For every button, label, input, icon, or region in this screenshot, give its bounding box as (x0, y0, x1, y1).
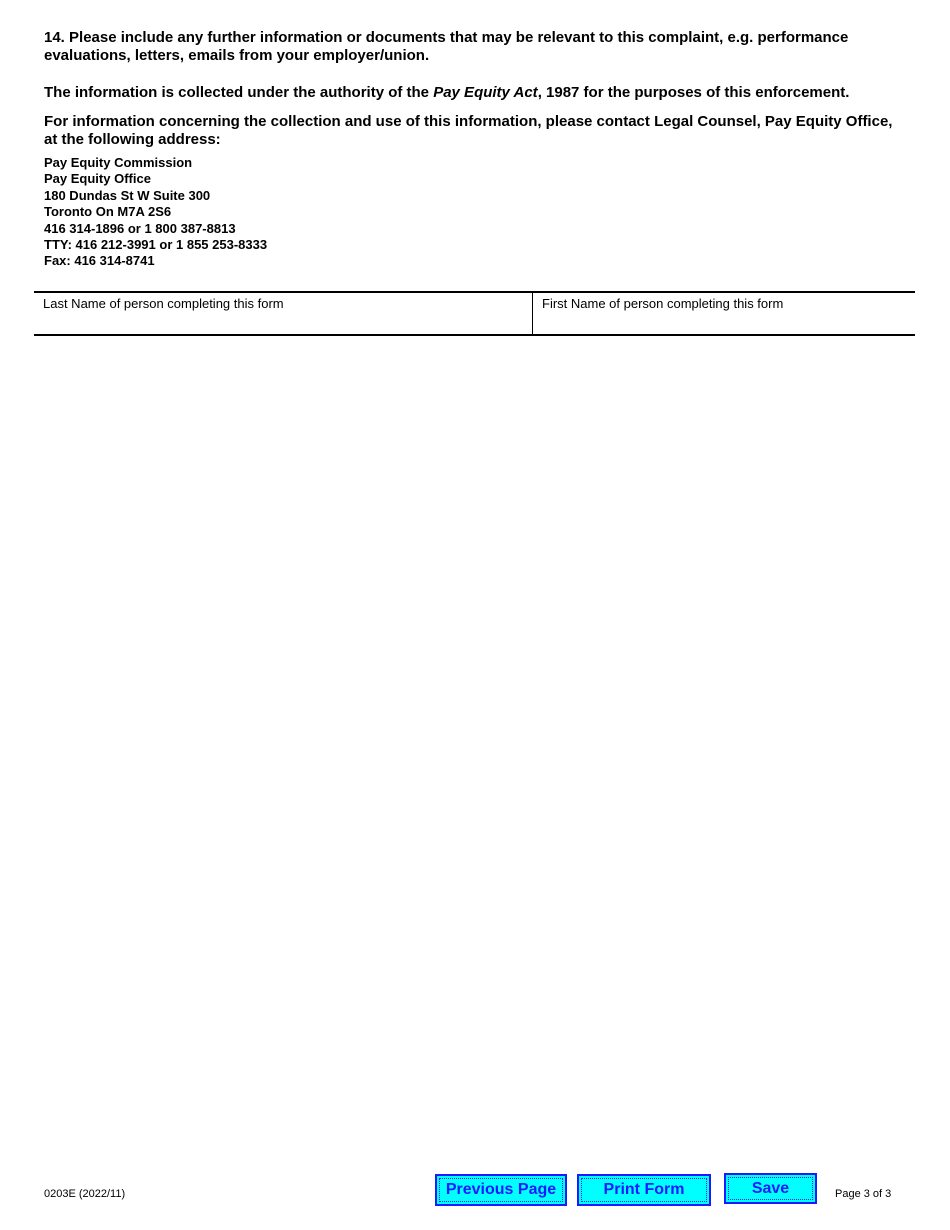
save-button[interactable]: Save (724, 1173, 817, 1204)
address-line-fax: Fax: 416 314-8741 (44, 253, 155, 269)
address-line-street: 180 Dundas St W Suite 300 (44, 187, 211, 203)
first-name-input[interactable] (539, 314, 909, 332)
address-line-office: Pay Equity Office (44, 171, 151, 187)
authority-prefix: The information is collected under the authority of the (44, 84, 434, 101)
form-code: 0203E (2022/11) (44, 1188, 126, 1200)
last-name-input[interactable] (40, 314, 526, 332)
question-14-text: 14. Please include any further information or documents that may be relevant to this complaint, e.g. performance evaluations, letters, emails from your employer/union. (44, 29, 849, 64)
name-fields-table (34, 291, 915, 336)
page-indicator: Page 3 of 3 (835, 1188, 892, 1200)
last-name-label: Last Name of person completing this form (43, 296, 284, 311)
act-name: Pay Equity Act (433, 84, 538, 101)
print-form-button[interactable]: Print Form (577, 1174, 711, 1206)
address-line-commission: Pay Equity Commission (44, 155, 193, 170)
authority-statement (44, 84, 924, 102)
address-line-phone: 416 314-1896 or 1 800 387-8813 (44, 220, 236, 236)
mailing-address (44, 155, 267, 270)
address-line-tty: TTY: 416 212-3991 or 1 855 253-8333 (44, 237, 268, 253)
address-line-city: Toronto On M7A 2S6 (44, 204, 172, 220)
last-name-cell (34, 293, 533, 334)
first-name-cell (533, 293, 915, 334)
previous-page-button[interactable]: Previous Page (435, 1174, 567, 1206)
authority-suffix: , 1987 for the purposes of this enforcement. (537, 84, 850, 101)
first-name-label: First Name of person completing this form (542, 296, 784, 311)
contact-intro: For information concerning the collection and use of this information, please contact Legal Counsel, Pay Equity Office, at the following address: (44, 113, 893, 148)
